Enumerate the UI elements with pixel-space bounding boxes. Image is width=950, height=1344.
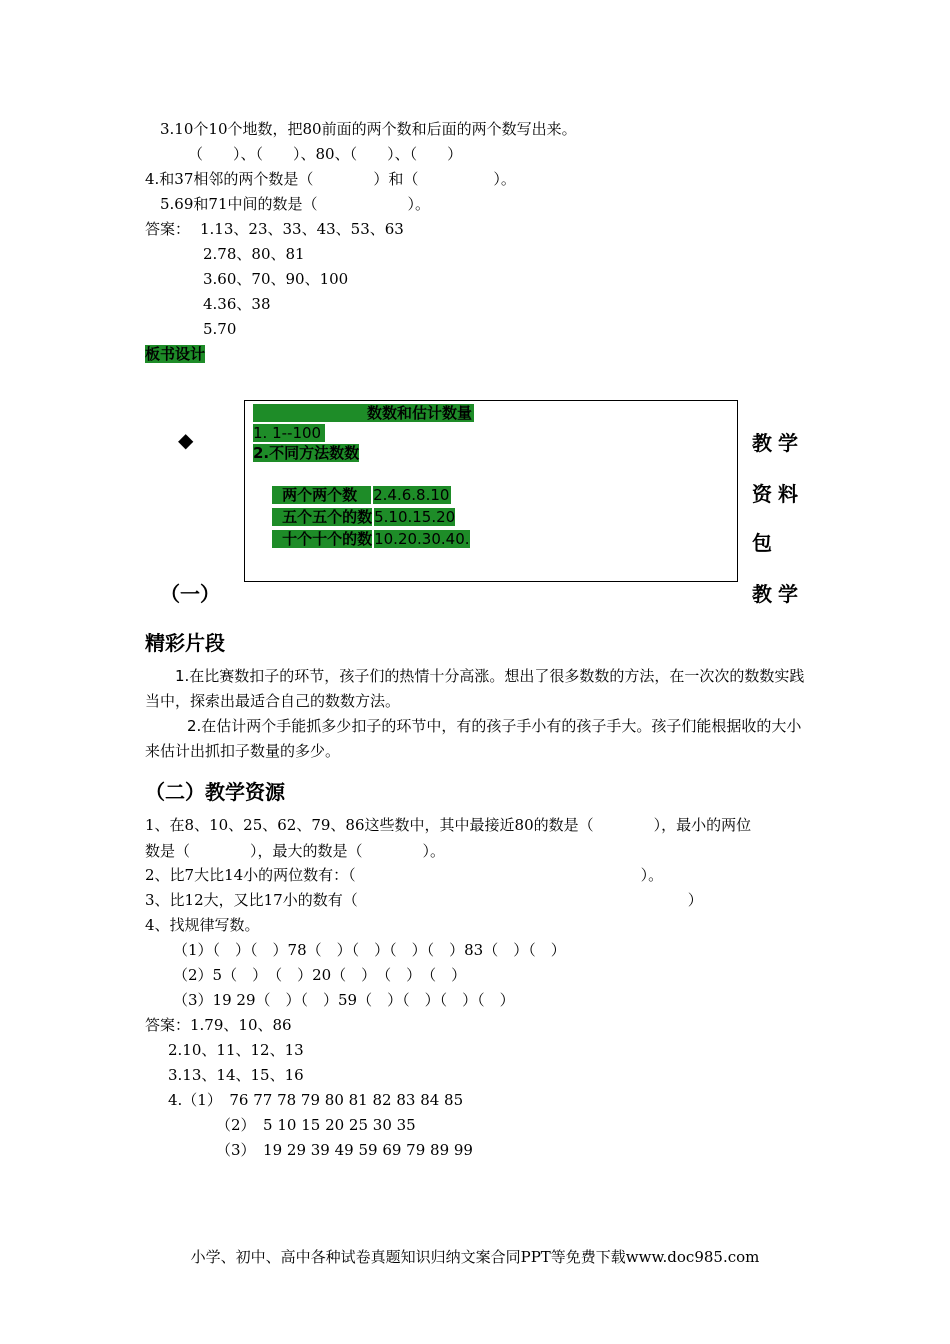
answer-4: 4.36、38 (203, 295, 271, 313)
section-one-paragraph-2: 2.在估计两个手能抓多少扣子的环节中，有的孩子手小有的孩子手大。孩子们能根据收的大小来估计出抓扣子数量的多少。 (145, 717, 802, 760)
side-text-2: 资料 (752, 482, 804, 506)
exercise-5: 5.69和71中间的数是（ ）。 (160, 195, 430, 213)
board-line-2: 2.不同方法数数 (253, 444, 360, 462)
answer-1: 1.13、23、33、43、53、63 (200, 220, 404, 238)
board-row-label: 十个十个的数 (272, 530, 372, 548)
resource-answer-2: 2.10、11、12、13 (168, 1041, 304, 1059)
resource-answer-4: 4.（1） 76 77 78 79 80 81 82 83 84 85 (168, 1091, 464, 1109)
board-title: 数数和估计数量 (253, 404, 474, 422)
side-text-4: 教学 (752, 582, 804, 606)
board-box (244, 400, 738, 582)
section-one-title: 精彩片段 (145, 631, 225, 655)
diamond-bullet: ◆ (178, 428, 194, 452)
section-one-paragraph-1: 1.在比赛数扣子的环节，孩子们的热情十分高涨。想出了很多数数的方法，在一次次的数数实践当中，探索出最适合自己的数数方法。 (145, 667, 805, 710)
answer-2: 2.78、80、81 (203, 245, 305, 263)
board-row-value: 5.10.15.20 (374, 508, 456, 526)
footer-link-text: 小学、初中、高中各种试卷真题知识归纳文案合同PPT等免费下载www.doc985.com (190, 1248, 760, 1266)
exercise-3-blanks: （ ）、（ ）、80、（ ）、（ ） (188, 145, 463, 163)
section-one-marker: （一） (160, 582, 220, 606)
board-row-value: 2.4.6.8.10 (373, 486, 450, 504)
side-text-3: 包 (752, 531, 778, 555)
resource-exercise-1: 1、在8、10、25、62、79、86这些数中，其中最接近80的数是（ ），最小的两位 (145, 816, 752, 834)
pattern-row-3: （3）19 29（ ）（ ）59（ ）（ ）（ ）（ ） (173, 991, 515, 1009)
board-line-1: 1. 1--100 (253, 424, 325, 442)
exercise-3: 3.10个10个地数，把80前面的两个数和后面的两个数写出来。 (160, 120, 577, 138)
pattern-row-1: （1）（ ）（ ）78（ ）（ ）（ ）（ ）83（ ）（ ） (173, 941, 566, 959)
board-row-label: 五个五个的数 (272, 508, 372, 526)
board-row-label: 两个两个数 (272, 486, 371, 504)
answer-3: 3.60、70、90、100 (203, 270, 349, 288)
resource-answer-4-2: （2） 5 10 15 20 25 30 35 (216, 1116, 416, 1134)
exercise-4: 4.和37相邻的两个数是（ ）和（ ）。 (145, 170, 516, 188)
pattern-row-2: （2）5（ ） （ ）20（ ） （ ） （ ） (173, 966, 467, 984)
resource-answer-1: 答案：1.79、10、86 (145, 1016, 292, 1034)
resource-exercise-2: 2、比7大比14小的两位数有：（ ）。 (145, 866, 664, 884)
side-text-1: 教学 (752, 431, 804, 455)
answers-label: 答案： (145, 220, 191, 238)
section-two-title: （二）教学资源 (145, 780, 285, 804)
resource-exercise-3: 3、比12大，又比17小的数有（ ） (145, 891, 703, 909)
resource-answer-4-3: （3） 19 29 39 49 59 69 79 89 99 (216, 1141, 473, 1159)
resource-exercise-4: 4、找规律写数。 (145, 916, 260, 934)
board-row-value: 10.20.30.40. (374, 530, 470, 548)
answer-5: 5.70 (203, 320, 237, 338)
board-heading: 板书设计 (145, 345, 206, 363)
resource-answer-3: 3.13、14、15、16 (168, 1066, 304, 1084)
resource-exercise-1-cont: 数是（ ），最大的数是（ ）。 (145, 842, 446, 860)
